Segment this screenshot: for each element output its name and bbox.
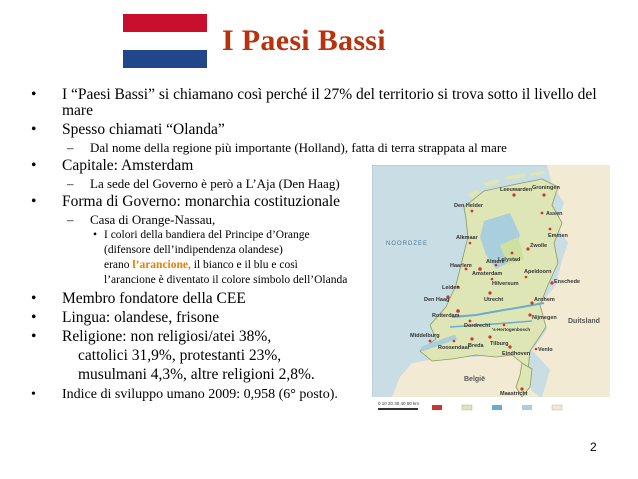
- city-denhaag-label: Den Haag: [424, 297, 450, 303]
- bullet-religion-line2: cattolici 31,9%, protestanti 23%,: [78, 347, 282, 364]
- sub-holland: – Dal nome della regione più importante (Holland), fatta di terra strappata al mare: [67, 140, 507, 155]
- legend-swatch-4: [522, 405, 532, 410]
- legend-swatch-2: [462, 405, 472, 410]
- city-venlo-dot: [535, 348, 538, 351]
- bullet-olanda: • Spesso chiamati “Olanda”: [31, 121, 225, 138]
- city-dordrecht-dot: [469, 320, 472, 323]
- label-germany: Duitsland: [568, 318, 600, 325]
- slide-title: I Paesi Bassi: [222, 24, 386, 57]
- bullet-territory: • I “Paesi Bassi” si chiamano così perché il 27% del territorio si trova sotto il livello del: [31, 86, 597, 103]
- city-middelburg-dot: [429, 340, 432, 343]
- bullet-religion: • Religione: non religiosi/atei 38%,: [31, 328, 272, 345]
- legend-swatch-5: [552, 405, 562, 410]
- legend-swatch-1: [432, 405, 442, 410]
- city-lelystad-dot: [511, 252, 514, 255]
- subsub-line-4: l’arancione è diventato il colore simbolo dell’Olanda: [104, 274, 348, 286]
- bullet-government-form: • Forma di Governo: monarchia costituzionale: [31, 193, 341, 210]
- city-middelburg-label: Middelburg: [410, 333, 440, 339]
- city-groningen-label: Groningen: [532, 185, 560, 191]
- netherlands-flag: [123, 14, 207, 68]
- city-shertogenbosch-dot: [503, 324, 506, 327]
- subsub-line-3: erano l’arancione, il bianco e il blu e così: [104, 259, 298, 271]
- map-scale-label: 0 10 20 30 40 50 km: [378, 401, 420, 406]
- city-apeldoorn-label: Apeldoorn: [524, 269, 552, 275]
- bullet-capital: • Capitale: Amsterdam: [31, 157, 194, 174]
- city-roosendaal-dot: [453, 340, 456, 343]
- city-leeuwarden-label: Leeuwarden: [500, 187, 533, 193]
- subsub-line-2: (difensore dell’indipendenza olandese): [104, 244, 283, 256]
- city-haarlem-label: Haarlem: [450, 263, 472, 269]
- bullet-territory-cont: mare: [62, 102, 93, 119]
- city-lelystad-label: Lelystad: [498, 257, 521, 263]
- city-almere-label: Almere: [486, 259, 505, 265]
- city-enschede-label: Enschede: [554, 279, 580, 285]
- netherlands-map: [372, 165, 610, 424]
- sub-orange-nassau: – Casa di Orange-Nassau,: [67, 212, 216, 227]
- city-hilversum-label: Hilversum: [492, 281, 519, 287]
- city-zwolle-label: Zwolle: [530, 243, 548, 249]
- city-arnhem-label: Arnhem: [534, 297, 555, 303]
- city-venlo-label: Venlo: [538, 347, 553, 353]
- flag-stripe-white: [123, 32, 207, 50]
- label-belgium: België: [464, 376, 486, 383]
- city-denhelder-dot: [471, 210, 474, 213]
- city-leiden-label: Leiden: [442, 285, 460, 291]
- city-roosendaal-label: Roosendaal: [438, 345, 470, 351]
- subsub-line-1: I colori della bandiera del Principe d’Orange: [104, 229, 310, 241]
- city-tilburg-label: Tilburg: [490, 341, 509, 347]
- label-sea: NOORDZEE: [386, 241, 429, 247]
- legend-swatch-3: [492, 405, 502, 410]
- city-eindhoven-label: Eindhoven: [502, 351, 531, 357]
- bullet-hdi: • Indice di sviluppo umano 2009: 0,958 (6° posto).: [31, 387, 338, 402]
- city-eindhoven-dot: [508, 345, 511, 348]
- city-emmen-label: Emmen: [548, 233, 568, 239]
- page-number: 2: [590, 440, 597, 454]
- flag-stripe-red: [123, 14, 207, 32]
- subsub-bullet-symbol: •: [93, 229, 98, 241]
- bullet-religion-line3: musulmani 4,3%, altre religioni 2,8%.: [78, 366, 315, 383]
- city-dordrecht-label: Dordrecht: [464, 323, 491, 329]
- city-groningen-dot: [542, 193, 545, 196]
- city-nijmegen-label: Nijmegen: [532, 315, 557, 321]
- city-breda-dot: [470, 337, 473, 340]
- sub-government-seat: – La sede del Governo è però a L’Aja (Den Haag): [67, 176, 340, 191]
- city-assen-label: Assen: [546, 211, 563, 217]
- city-utrecht-dot: [488, 291, 491, 294]
- city-assen-dot: [541, 212, 544, 215]
- city-leeuwarden-dot: [512, 193, 515, 196]
- city-utrecht-label: Utrecht: [484, 297, 504, 303]
- city-alkmaar-dot: [469, 242, 472, 245]
- city-breda-label: Breda: [468, 343, 484, 349]
- city-rotterdam-label: Rotterdam: [432, 313, 460, 319]
- flag-stripe-blue: [123, 50, 207, 68]
- map-scale-bar: [378, 408, 418, 410]
- city-denhelder-label: Den Helder: [454, 203, 484, 209]
- city-hilversum-dot: [491, 278, 494, 281]
- city-amsterdam-label: Amsterdam: [472, 271, 503, 277]
- city-maastricht-label: Maastricht: [500, 391, 528, 397]
- bullet-cee: • Membro fondatore della CEE: [31, 290, 246, 307]
- city-shertogenbosch-label: 's-Hertogenbosch: [492, 327, 531, 332]
- bullet-language: • Lingua: olandese, frisone: [31, 309, 220, 326]
- city-alkmaar-label: Alkmaar: [456, 235, 478, 241]
- city-emmen-dot: [549, 228, 552, 231]
- orange-word: l’arancione,: [132, 259, 191, 271]
- city-tilburg-dot: [488, 335, 491, 338]
- city-apeldoorn-dot: [525, 276, 528, 279]
